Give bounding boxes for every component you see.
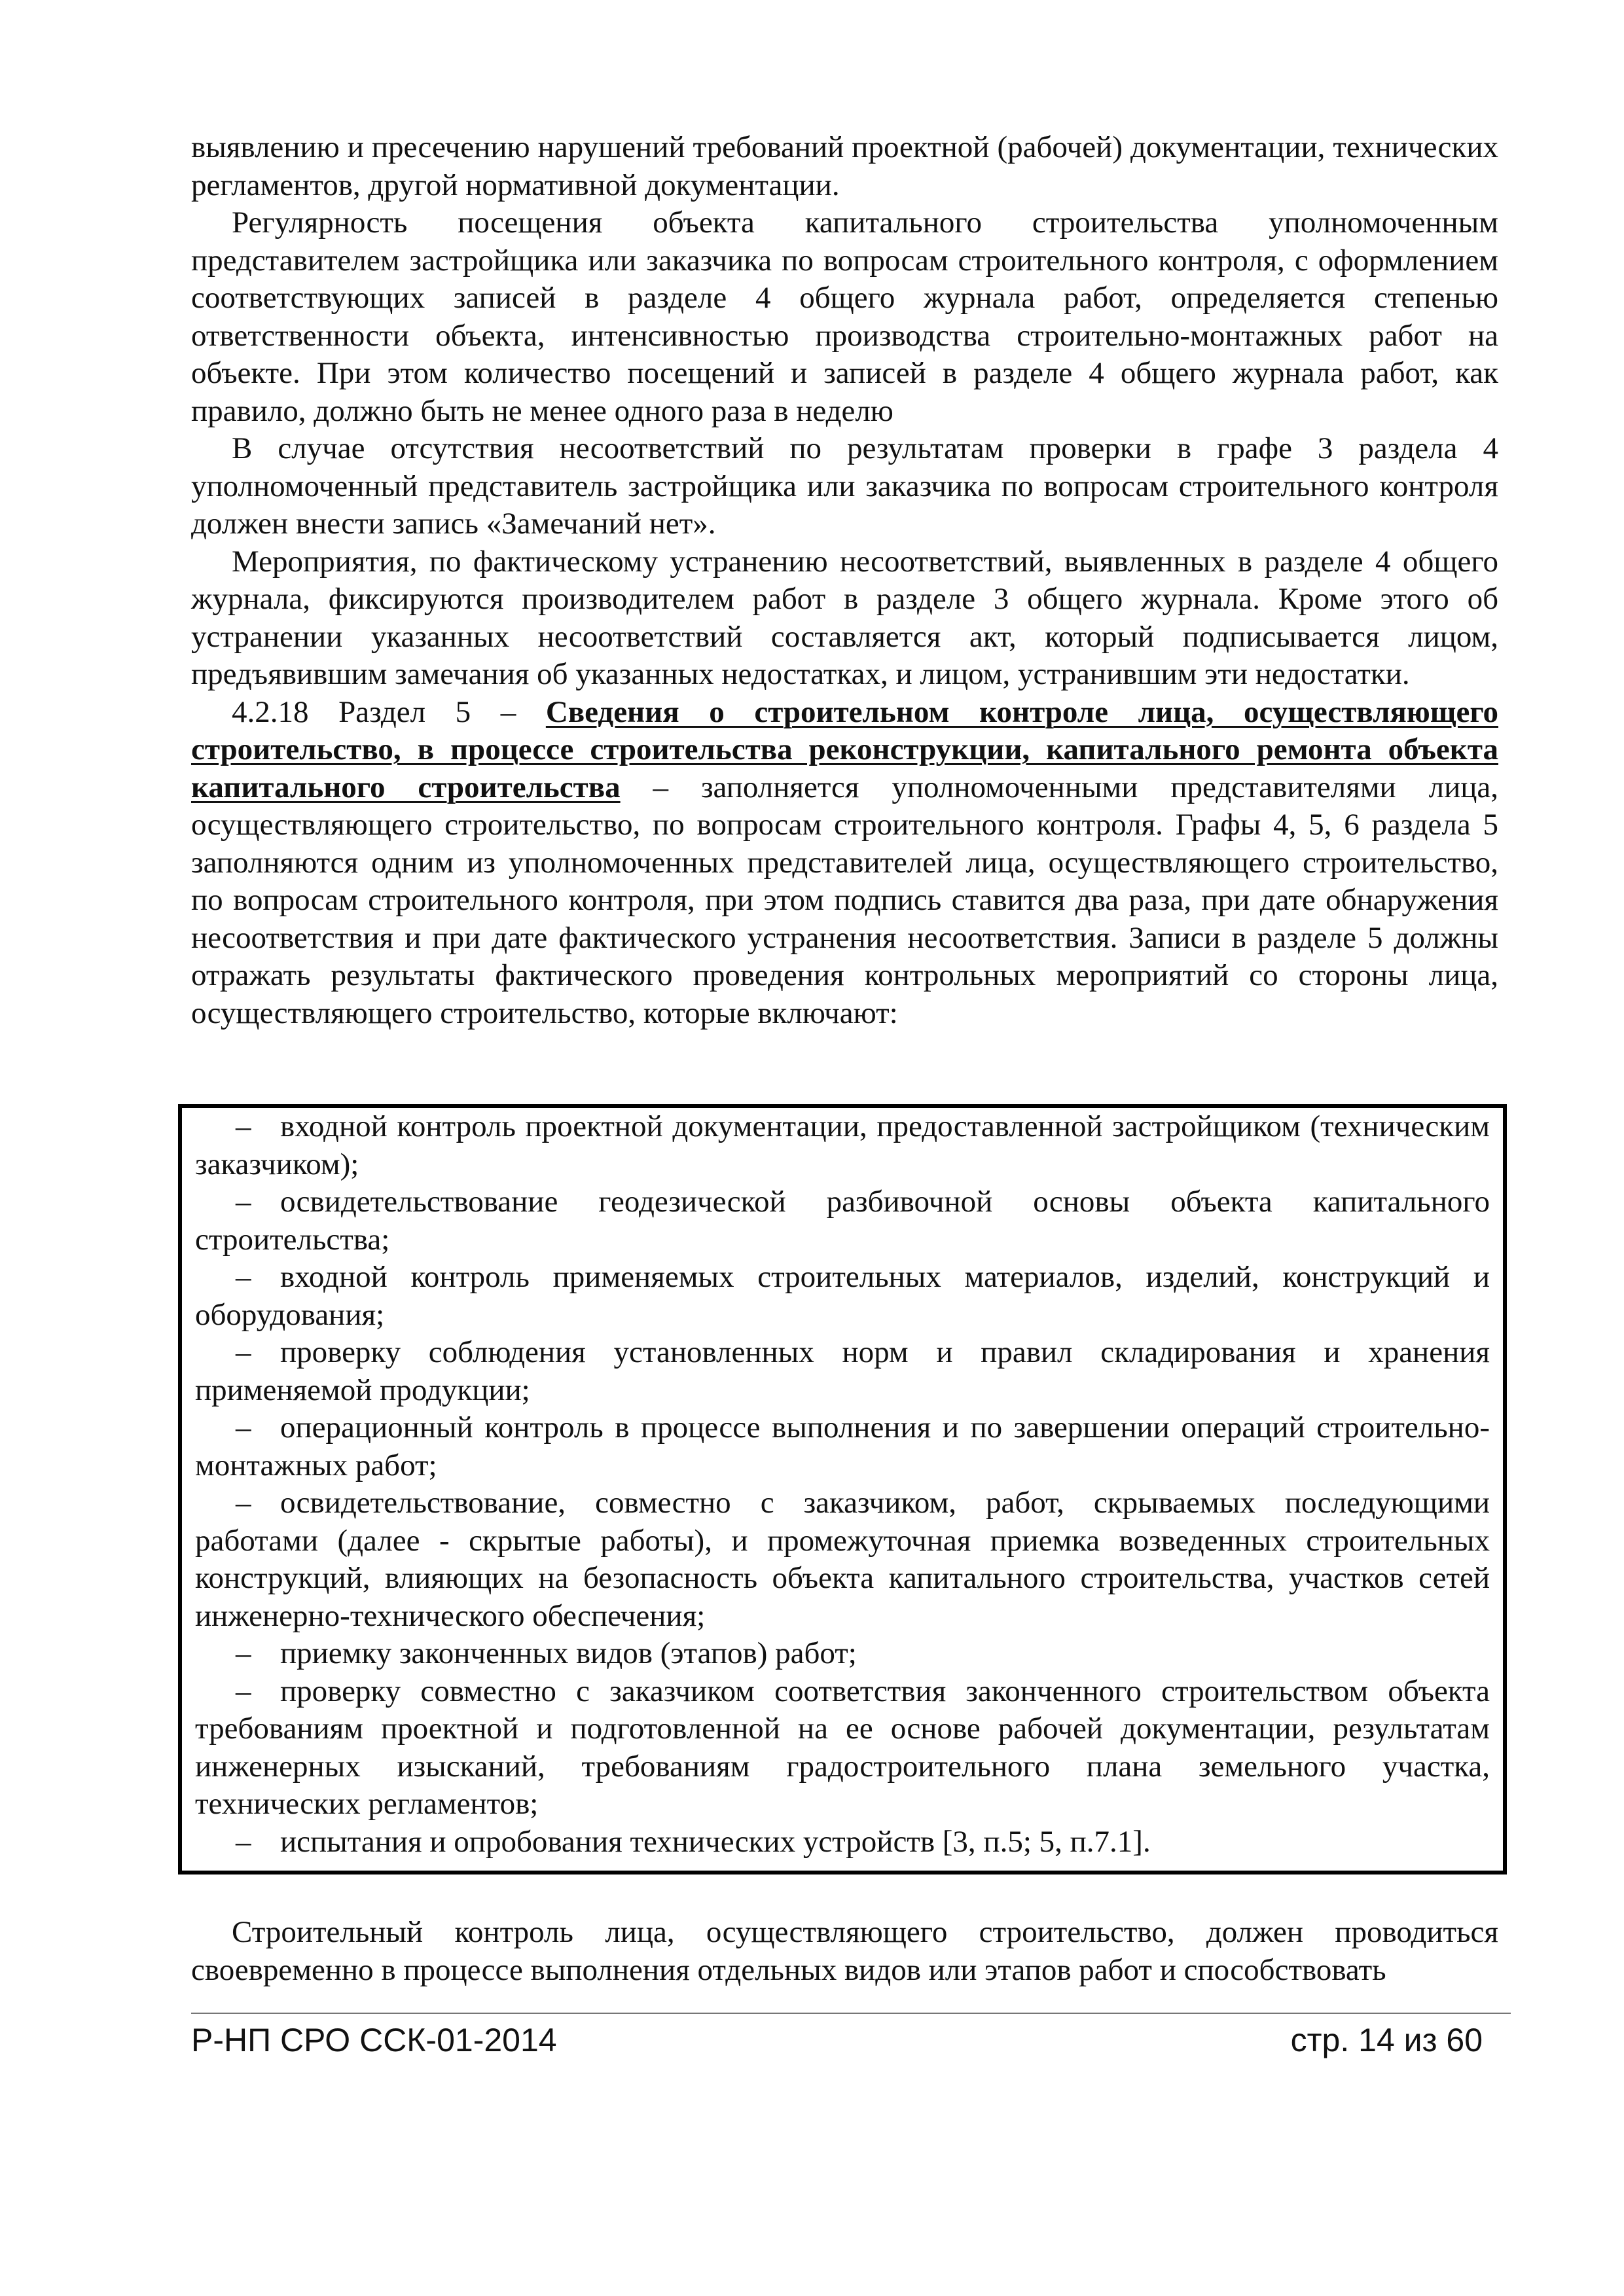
dash-bullet: – xyxy=(236,1335,251,1369)
paragraph-visit-regularity: Регулярность посещения объекта капитального строительства уполномоченным представителем застройщика или заказчика по вопросам строительного контроля, с оформлением соответствующих записей в разделе 4 общего журнала работ, определяется степенью ответственности объекта, интенсивностью производства строительно-монтажных работ на объекте. При этом количество посещений и записей в разделе 4 общего журнала работ, как правило, должно быть не менее одного раза в неделю xyxy=(191,206,1498,428)
control-activities-list xyxy=(195,1108,1490,1861)
dash-bullet: – xyxy=(236,1636,251,1670)
list-item: – входной контроль применяемых строительных материалов, изделий, конструкций и оборудования; xyxy=(195,1260,1490,1332)
paragraph-remediation: Мероприятия, по фактическому устранению несоответствий, выявленных в разделе 4 общего журнала, фиксируются производителем работ в разделе 3 общего журнала. Кроме этого об устранении указанных несоответствий составляется акт, который подписывается лицом, предъявившим замечания об указанных недостатках, и лицом, устранившим эти недостатки. xyxy=(191,544,1498,691)
list-item: – испытания и опробования технических устройств [3, п.5; 5, п.7.1]. xyxy=(195,1823,1490,1861)
section-5-title: Сведения о строительном контроле лица, осуществляющего строительство, в процессе строительства реконструкции, капитального ремонта объекта капитального строительства xyxy=(191,694,1498,804)
control-activities-box xyxy=(178,1104,1507,1874)
top-paragraphs xyxy=(191,129,1498,1032)
list-item: – приемку законченных видов (этапов) работ; xyxy=(195,1635,1490,1673)
dash-bullet: – xyxy=(236,1486,251,1520)
footer-doc-code: Р-НП СРО ССК-01-2014 xyxy=(191,2022,557,2058)
dash-bullet: – xyxy=(236,1674,251,1708)
list-item: – проверку совместно с заказчиком соответствия законченного строительством объекта требованиям проектной и подготовленной на ее основе рабочей документации, результатам инженерных изысканий, требованиям градостроительного плана земельного участка, технических регламентов; xyxy=(195,1674,1490,1821)
paragraph-section-5 xyxy=(191,694,1498,1033)
dash-bullet: – xyxy=(236,1824,251,1859)
footer-page-number: стр. 14 из 60 xyxy=(1290,2022,1483,2058)
list-item: – операционный контроль в процессе выполнения и по завершении операций строительно-монтажных работ; xyxy=(195,1410,1490,1482)
footer-divider xyxy=(191,2013,1511,2014)
dash-bullet: – xyxy=(236,1410,251,1444)
dash-bullet: – xyxy=(236,1260,251,1294)
section-5-body: – заполняется уполномоченными представителями лица, осуществляющего строительство, по вопросам строительного контроля. Графы 4, 5, 6 раздела 5 заполняются одним из уполномоченных представителей лица, осуществляющего строительство, по вопросам строительного контроля, при этом подпись ставится два раза, при дате обнаружения несоответствия и при дате фактического устранения несоответствия. Записи в разделе 5 должны отражать результаты фактического проведения контрольных мероприятий со стороны лица, осуществляющего строительство, которые включают: xyxy=(191,770,1498,1030)
paragraph-construction-control: Строительный контроль лица, осуществляющего строительство, должен проводиться своевременно в процессе выполнения отдельных видов или этапов работ и способствовать xyxy=(191,1915,1498,1987)
list-item: – освидетельствование, совместно с заказчиком, работ, скрываемых последующими работами (далее - скрытые работы), и промежуточная приемка возведенных строительных конструкций, влияющих на безопасность объекта капитального строительства, участков сетей инженерно-технического обеспечения; xyxy=(195,1486,1490,1633)
list-item: – освидетельствование геодезической разбивочной основы объекта капитального строительства; xyxy=(195,1185,1490,1257)
paragraph-continuation: выявлению и пресечению нарушений требований проектной (рабочей) документации, технических регламентов, другой нормативной документации. xyxy=(191,130,1498,202)
list-item: – проверку соблюдения установленных норм и правил складирования и хранения применяемой продукции; xyxy=(195,1335,1490,1407)
dash-bullet: – xyxy=(236,1109,251,1143)
paragraph-no-remarks: В случае отсутствия несоответствий по результатам проверки в графе 3 раздела 4 уполномоченный представитель застройщика или заказчика по вопросам строительного контроля должен внести запись «Замечаний нет». xyxy=(191,431,1498,541)
section-5-prefix: 4.2.18 Раздел 5 – xyxy=(232,694,546,729)
dash-bullet: – xyxy=(236,1185,251,1219)
list-item: – входной контроль проектной документации, предоставленной застройщиком (техническим заказчиком); xyxy=(195,1109,1490,1181)
bottom-paragraphs xyxy=(191,1914,1498,1989)
